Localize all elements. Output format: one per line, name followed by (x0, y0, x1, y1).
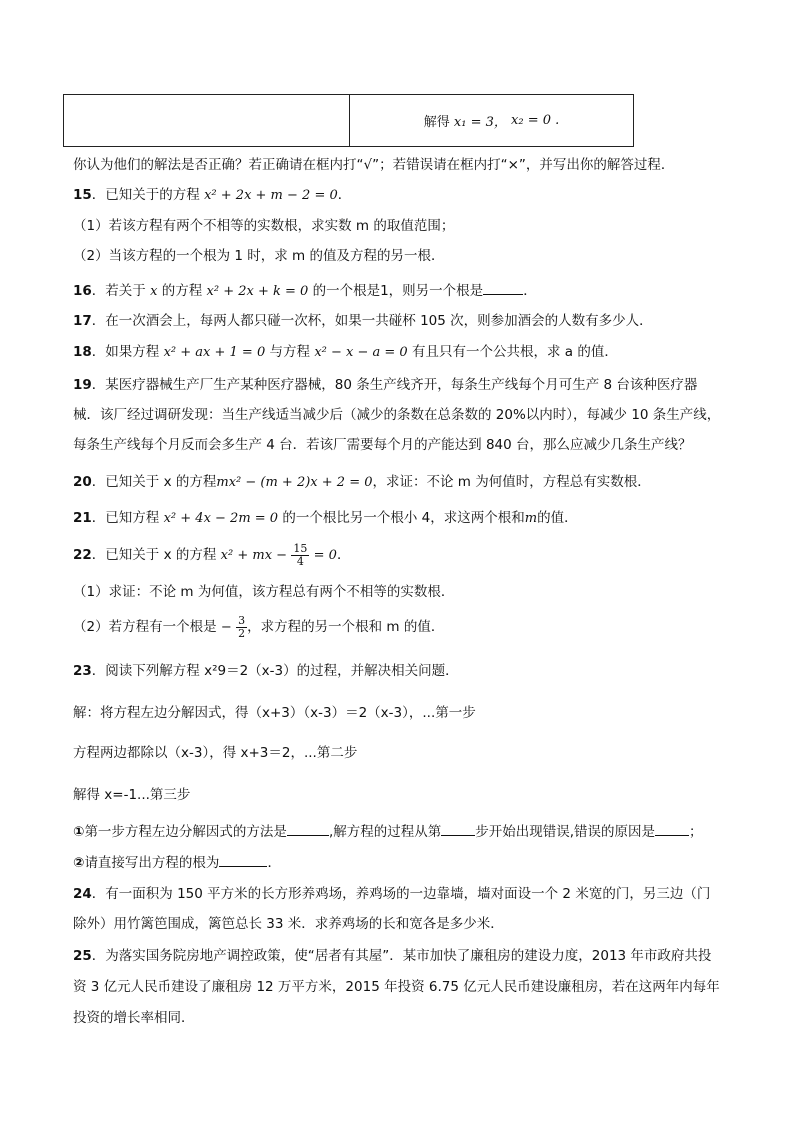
question-24-line-1 (73, 884, 710, 904)
question-number: 19 (73, 377, 92, 393)
answer-table (63, 94, 634, 147)
question-text: 步开始出现错误,错误的原因是 (475, 824, 656, 840)
answer-blank[interactable] (655, 821, 689, 836)
question-20 (73, 472, 651, 493)
table-root-1: x₁ = 3， (453, 115, 507, 130)
question-24-line-2: 除外）用竹篱笆围成，篱笆总长 33 米．求养鸡场的长和宽各是多少米． (73, 916, 504, 932)
question-22-part-2 (73, 612, 444, 643)
answer-blank[interactable] (219, 852, 267, 867)
fraction-denominator: 4 (296, 554, 304, 568)
question-text: 的一个根是1，则另一个根是 (308, 283, 484, 299)
answer-blank[interactable] (441, 821, 475, 836)
question-text: ．已知关于 x 的方程 (91, 547, 221, 563)
question-text: ．已知方程 (91, 510, 164, 526)
question-text: ．某医疗器械生产厂生产某种医疗器械，80 条生产线齐开，每条生产线每个月可生产 8 台该种医疗器 (91, 377, 698, 393)
question-text: 第一步方程左边分解因式的方法是 (84, 824, 287, 840)
question-15 (73, 185, 351, 206)
equation-part: = 0 (313, 548, 337, 563)
question-number: 25 (73, 948, 92, 964)
question-text: ．阅读下列解方程 x²9＝2（x-3）的过程，并解决相关问题． (91, 663, 459, 679)
question-17 (73, 311, 653, 331)
question-text-end: ． (336, 547, 351, 563)
question-21 (73, 508, 578, 529)
variable: m (524, 511, 538, 526)
equation: x² + 2x + m − 2 = 0 (204, 188, 338, 203)
question-25-line-3: 投资的增长率相同． (73, 1010, 195, 1026)
question-text: ．若关于 (91, 283, 151, 299)
item-marker: ② (73, 855, 85, 871)
variable: x (150, 284, 158, 299)
question-15-part-1: （1）若该方程有两个不相等的实数根，求实数 m 的取值范围； (73, 218, 455, 234)
question-number: 18 (73, 344, 92, 360)
intro-text: 你认为他们的解法是否正确？若正确请在框内打“√”；若错误请在框内打“×”，并写出你的解答过程． (73, 157, 675, 173)
question-text: 的值． (537, 510, 578, 526)
question-number: 23 (73, 663, 92, 679)
question-text: 的一个根比另一个根小 4，求这两个根和 (278, 510, 525, 526)
question-number: 20 (73, 474, 92, 490)
equation: x² + 4x − 2m = 0 (163, 511, 279, 526)
question-number: 24 (73, 886, 92, 902)
question-19-line-2: 械．该厂经过调研发现：当生产线适当减少后（减少的条数在总条数的 20%以内时），每减少 10 条生产线， (73, 407, 721, 423)
question-number: 21 (73, 510, 92, 526)
solution-step-3: 解得 x=-1...第三步 (73, 787, 191, 803)
question-text-end: ； (689, 824, 703, 840)
question-23 (73, 661, 459, 681)
fraction (236, 615, 247, 640)
question-text: ．已知关于 x 的方程 (91, 474, 217, 490)
question-16 (73, 280, 537, 302)
question-text: （2）若方程有一个根是 (73, 619, 221, 635)
fraction-denominator: 2 (238, 626, 246, 640)
minus-sign: − (220, 620, 232, 635)
question-19-line-1 (73, 375, 697, 395)
item-marker: ① (73, 824, 85, 840)
question-text: ．如果方程 (91, 344, 164, 360)
solution-step-2: 方程两边都除以（x-3），得 x+3＝2，...第二步 (73, 745, 358, 761)
question-number: 22 (73, 547, 92, 563)
question-text: ．在一次酒会上，每两人都只碰一次杯，如果一共碰杯 105 次，则参加酒会的人数有多少人． (91, 313, 653, 329)
question-text: ,解方程的过程从第 (328, 824, 442, 840)
question-19-line-3: 每条生产线每个月反而会多生产 4 台．若该厂需要每个月的产能达到 840 台，那么应减少几条生产线？ (73, 437, 692, 453)
equation: mx² − (m + 2)x + 2 = 0 (216, 475, 373, 490)
equation-2: x² − x − a = 0 (314, 345, 408, 360)
solution-step-1: 解：将方程左边分解因式，得（x+3）（x-3）＝2（x-3），...第一步 (73, 705, 476, 721)
question-text: 与方程 (265, 344, 315, 360)
question-text-end: ． (267, 855, 281, 871)
question-number: 17 (73, 313, 92, 329)
question-number: 16 (73, 283, 92, 299)
table-cell-right (350, 95, 633, 146)
question-23-item-2 (73, 852, 281, 873)
fraction (291, 543, 309, 568)
question-23-item-1 (73, 821, 703, 842)
question-18 (73, 342, 618, 363)
question-text: ，求证：不论 m 为何值时，方程总有实数根． (372, 474, 651, 490)
question-text: ．已知关于的方程 (91, 187, 205, 203)
answer-blank[interactable] (483, 280, 523, 295)
question-text-end: ． (523, 283, 537, 299)
question-text: ．为落实国务院房地产调控政策，使“居者有其屋”．某市加快了廉租房的建设力度，2013 年市政府共投 (91, 948, 712, 964)
question-text: ，求方程的另一个根和 m 的值． (247, 619, 445, 635)
question-text-end: ． (337, 187, 352, 203)
question-text: 有且只有一个公共根，求 a 的值． (407, 344, 618, 360)
equation-part: x² + mx − (220, 548, 288, 563)
table-solve-label: 解得 (423, 115, 450, 130)
question-15-part-2: （2）当该方程的一个根为 1 时，求 m 的值及方程的另一根． (73, 248, 445, 264)
question-text: ．有一面积为 150 平方米的长方形养鸡场，养鸡场的一边靠墙，墙对面设一个 2 米宽的门，另三边（门 (91, 886, 711, 902)
question-25-line-2: 资 3 亿元人民币建设了廉租房 12 万平方米，2015 年投资 6.75 亿元人民币建设廉租房，若在这两年内每年 (73, 979, 720, 995)
fraction-numerator: 15 (293, 541, 308, 555)
answer-blank[interactable] (287, 821, 329, 836)
table-root-2: x₂ = 0 . (511, 113, 560, 128)
question-22-part-1: （1）求证：不论 m 为何值，该方程总有两个不相等的实数根． (73, 584, 455, 600)
question-text: 请直接写出方程的根为 (84, 855, 220, 871)
question-number: 15 (73, 187, 92, 203)
question-22 (73, 540, 350, 571)
equation-1: x² + ax + 1 = 0 (163, 345, 266, 360)
question-text: 的方程 (157, 283, 207, 299)
fraction-numerator: 3 (238, 613, 246, 627)
table-cell-left (64, 95, 350, 146)
equation: x² + 2x + k = 0 (206, 284, 309, 299)
question-25-line-1 (73, 946, 711, 966)
